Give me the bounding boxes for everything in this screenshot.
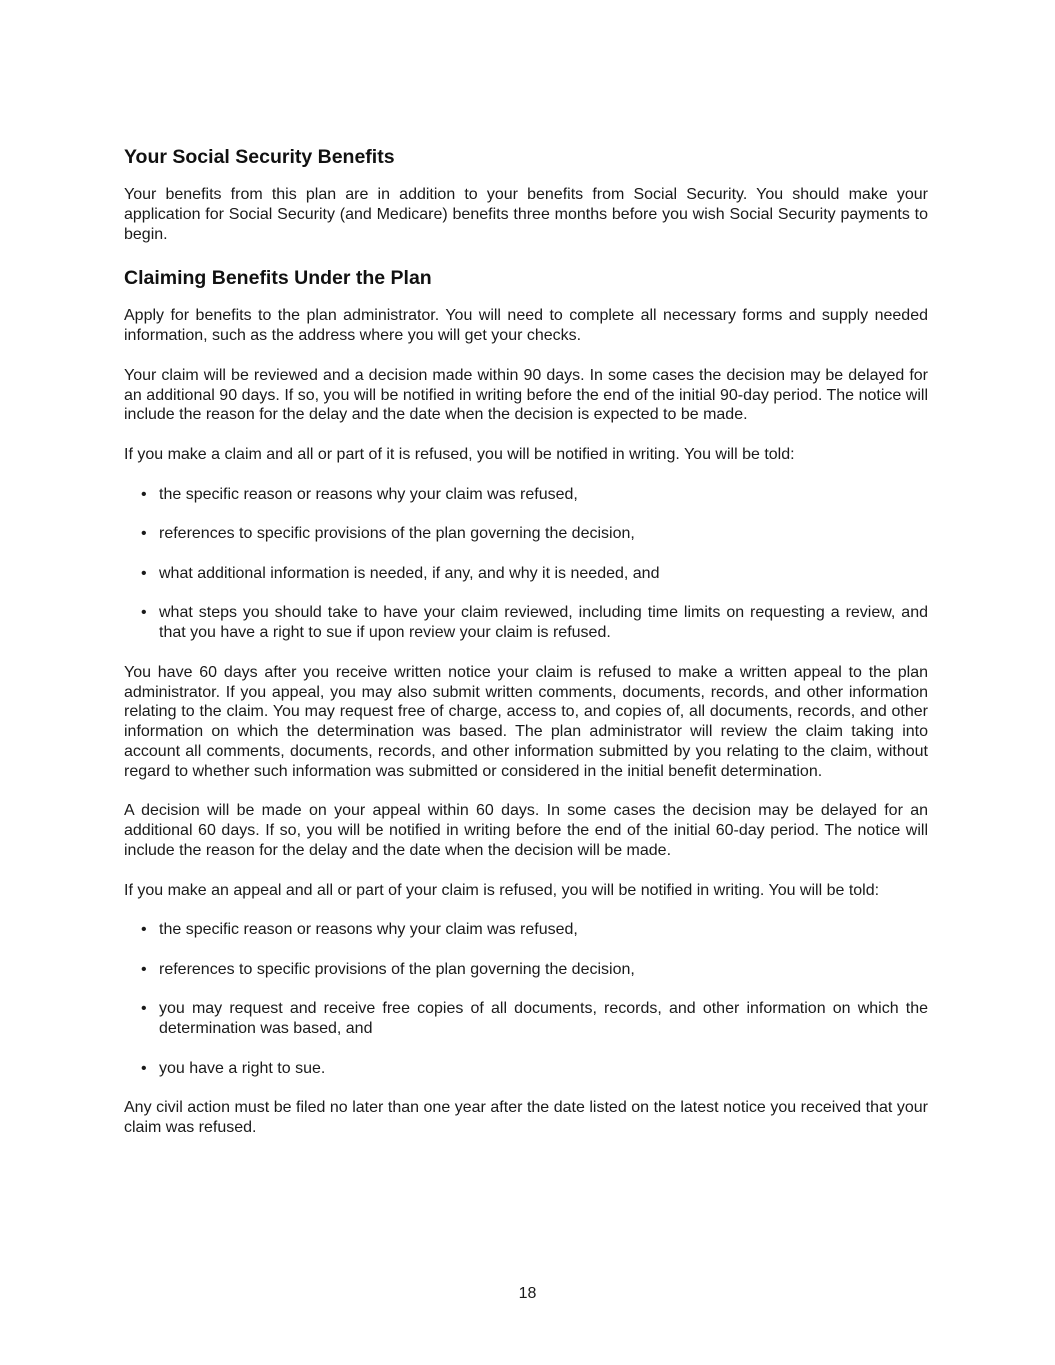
paragraph-appeal-refused: If you make an appeal and all or part of your claim is refused, you will be notified in writing. You will be told: — [124, 881, 880, 899]
bullet-icon: • — [141, 525, 147, 543]
paragraph-apply: Apply for benefits to the plan administrator. You will need to complete all necessary forms and supply needed information, such as the address where you will get your checks. — [124, 307, 928, 345]
bullet-icon: • — [141, 1059, 147, 1077]
paragraph-appeal-rights: You have 60 days after you receive written notice your claim is refused to make a written appeal to the plan administrator. If you appeal, you may also submit written comments, documents, records, and other information relating to the claim. You may request free of charge, access to, and copies of, all documents, records, and other information on which the determination was based. The plan administrator will review the claim taking into account all comments, documents, records, and other information submitted by you relating to the claim, without regard to whether such information was submitted or considered in the initial benefit determination. — [124, 663, 928, 780]
list-item: • references to specific provisions of the plan governing the decision, — [141, 960, 635, 978]
paragraph-civil-action: Any civil action must be filed no later than one year after the date listed on the latest notice you received that your claim was refused. — [124, 1099, 928, 1137]
paragraph-claim-refused: If you make a claim and all or part of it is refused, you will be notified in writing. You will be told: — [124, 445, 795, 463]
bullet-icon: • — [141, 485, 147, 503]
paragraph-social-security: Your benefits from this plan are in addition to your benefits from Social Security. You should make your application for Social Security (and Medicare) benefits three months before you wish Social Security payments to begin. — [124, 186, 928, 243]
bullet-icon: • — [141, 921, 147, 939]
page-number: 18 — [518, 1285, 537, 1302]
list-item: • the specific reason or reasons why your claim was refused, — [141, 921, 578, 939]
list-item: • what additional information is needed, if any, and why it is needed, and — [141, 564, 660, 582]
bullet-icon: • — [141, 564, 147, 582]
list-item: • you may request and receive free copies of all documents, records, and other information on which the determination was based, and — [141, 1000, 928, 1038]
appeal-refused-list — [124, 920, 928, 1078]
paragraph-claim-review: Your claim will be reviewed and a decision made within 90 days. In some cases the decision may be delayed for an additional 90 days. If so, you will be notified in writing before the end of the initial 90-day period. The notice will include the reason for the delay and the date when the decision is expected to be made. — [124, 366, 928, 424]
section-heading-social-security: Your Social Security Benefits — [124, 146, 395, 168]
list-item: • you have a right to sue. — [141, 1059, 326, 1077]
bullet-icon: • — [141, 604, 147, 622]
list-item: • the specific reason or reasons why your claim was refused, — [141, 485, 578, 503]
paragraph-appeal-decision: A decision will be made on your appeal within 60 days. In some cases the decision may be delayed for an additional 60 days. If so, you will be notified in writing before the end of the initial 60-day period. The notice will include the reason for the delay and the date when the decision will be made. — [124, 802, 928, 859]
claim-refused-list — [124, 485, 928, 643]
list-item: • references to specific provisions of the plan governing the decision, — [141, 525, 635, 543]
bullet-icon: • — [141, 1000, 147, 1018]
section-heading-claiming-benefits: Claiming Benefits Under the Plan — [124, 267, 432, 290]
list-item: • what steps you should take to have your claim reviewed, including time limits on requesting a review, and that you have a right to sue if upon review your claim is refused. — [141, 604, 928, 642]
bullet-icon: • — [141, 960, 147, 978]
document-page — [124, 145, 928, 1158]
